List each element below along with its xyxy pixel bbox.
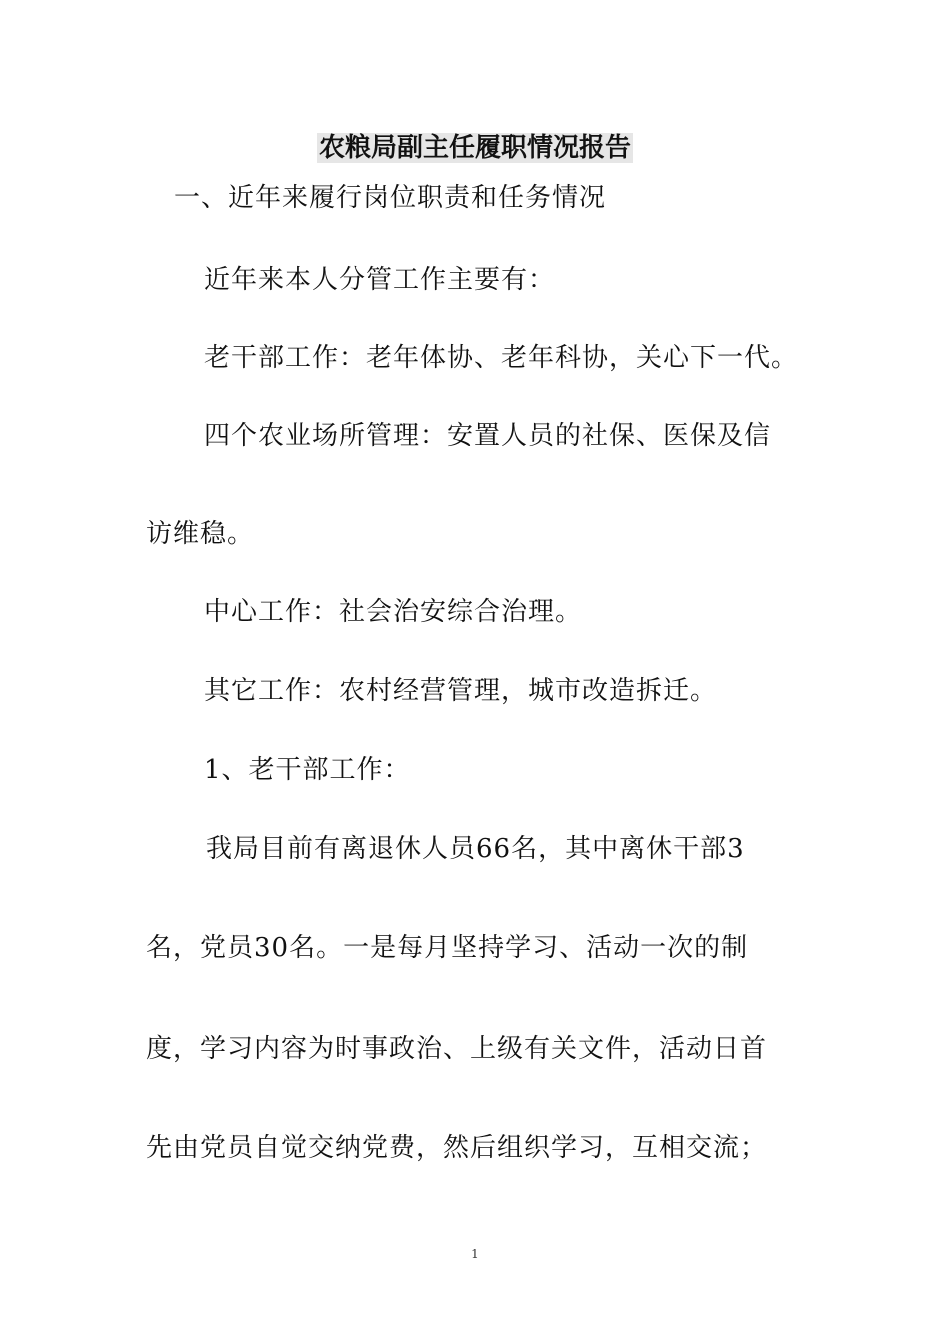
paragraph-line: 老干部工作：老年体协、老年科协，关心下一代。 <box>204 343 799 373</box>
paragraph-line: 四个农业场所管理：安置人员的社保、医保及信 <box>204 421 772 451</box>
paragraph-line: 中心工作：社会治安综合治理。 <box>204 597 583 627</box>
document-title <box>0 128 950 168</box>
section-heading-1: 一、近年来履行岗位职责和任务情况 <box>174 183 607 213</box>
page-number: 1 <box>471 1247 479 1261</box>
subheading-line: 1、老干部工作： <box>204 755 411 785</box>
paragraph-line: 近年来本人分管工作主要有： <box>204 265 556 295</box>
paragraph-line: 名，党员30名。一是每月坚持学习、活动一次的制 <box>146 933 749 963</box>
paragraph-line: 度，学习内容为时事政治、上级有关文件，活动日首 <box>146 1034 768 1064</box>
document-title-text: 农粮局副主任履职情况报告 <box>318 133 631 163</box>
paragraph-line: 先由党员自觉交纳党费，然后组织学习，互相交流； <box>146 1133 768 1163</box>
paragraph-line: 其它工作：农村经营管理，城市改造拆迁。 <box>204 676 718 706</box>
paragraph-line: 访维稳。 <box>146 519 255 549</box>
paragraph-line: 我局目前有离退休人员66名，其中离休干部3 <box>206 834 745 864</box>
